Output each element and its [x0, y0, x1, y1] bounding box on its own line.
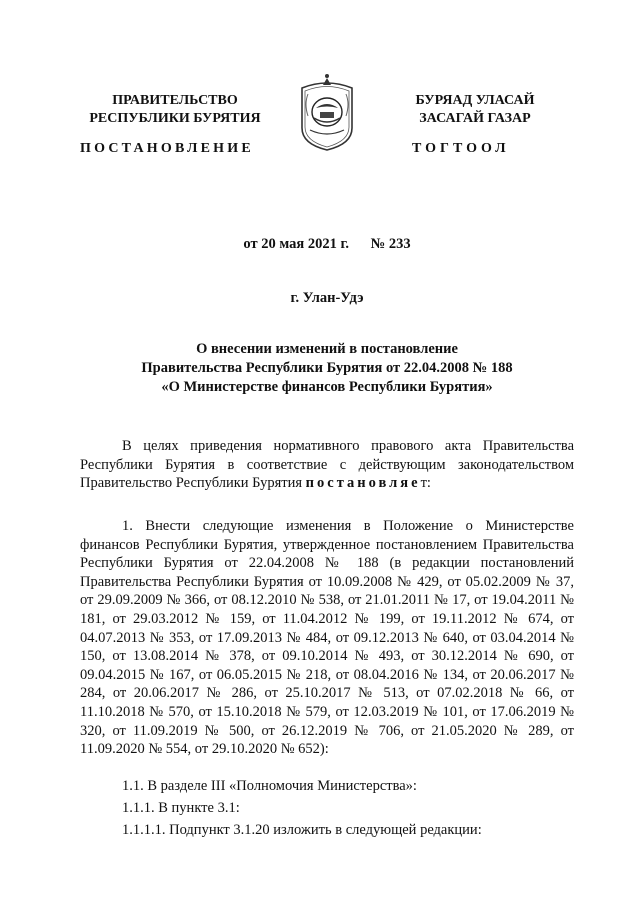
doc-title-line2: Правительства Республики Бурятия от 22.04.2008 № 188: [141, 360, 513, 376]
resolves-word: постановляе: [305, 475, 421, 492]
issuer-bua-line2: ЗАСАГАЙ ГАЗАР: [419, 111, 531, 126]
doc-date: от 20 мая 2021 г.: [243, 236, 350, 252]
doc-title-line1: О внесении изменений в постановление: [196, 341, 458, 357]
issuer-bua-line1: БУРЯАД УЛАСАЙ: [415, 93, 535, 108]
preamble-text: В целях приведения нормативного правового акта Правительства Республики Бурятия в соответствие с действующим законодательством Правительство Республики Бурятия: [80, 438, 574, 492]
preamble-end: т:: [420, 475, 431, 492]
issuer-ru-line2: РЕСПУБЛИКИ БУРЯТИЯ: [89, 111, 261, 126]
item-1-1-1: 1.1.1. В пункте 3.1:: [122, 800, 240, 816]
issuer-bua: [380, 92, 570, 128]
item-1-1-1-1: 1.1.1.1. Подпункт 3.1.20 изложить в следующей редакции:: [122, 822, 482, 838]
item-1-paragraph: [80, 517, 574, 759]
doc-title-line3: «О Министерстве финансов Республики Бурятия»: [161, 379, 493, 395]
item-1-text: 1. Внести следующие изменения в Положение о Министерстве финансов Республики Бурятия, утвержденное постановлением Правительства Республики Бурятия от 22.04.2008 № 188 (в редакции постановлений Правительства Республики Бурятия от 10.09.2008 № 429, от 05.02.2009 № 37, от 29.09.2009 № 366, от 08.12.2010 № 538, от 21.01.2011 № 17, от 19.04.2011 № 181, от 29.03.2012 № 159, от 11.04.2012 № 199, от 19.11.2012 № 674, от 04.07.2013 № 353, от 17.09.2013 № 484, от 09.12.2013 № 640, от 03.04.2014 № 150, от 13.08.2014 № 378, от 09.10.2014 № 493, от 30.12.2014 № 690, от 09.04.2015 № 167, от 06.05.2015 № 218, от 08.04.2016 № 134, от 20.06.2017 № 284, от 20.06.2017 № 286, от 25.10.2017 № 513, от 07.02.2018 № 66, от 11.10.2018 № 570, от 15.10.2018 № 579, от 12.03.2019 № 101, от 17.06.2019 № 320, от 11.09.2019 № 500, от 26.12.2019 № 706, от 21.05.2020 № 289, от 11.09.2020 № 554, от 29.10.2020 № 652):: [80, 518, 574, 758]
issuer-ru-line1: ПРАВИТЕЛЬСТВО: [112, 93, 238, 108]
preamble-paragraph: [80, 437, 574, 493]
doc-type-ru: ПОСТАНОВЛЕНИЕ: [80, 141, 254, 156]
buryatia-coat-of-arms-icon: [296, 72, 358, 152]
doc-date-number: [80, 236, 574, 253]
issuer-ru: [70, 92, 280, 128]
doc-title: [80, 340, 574, 397]
doc-number: № 233: [370, 236, 411, 252]
item-1-1: 1.1. В разделе III «Полномочия Министерства»:: [122, 778, 417, 794]
doc-type-bua: ТОГТООЛ: [412, 141, 510, 156]
doc-city: г. Улан-Удэ: [290, 290, 364, 306]
